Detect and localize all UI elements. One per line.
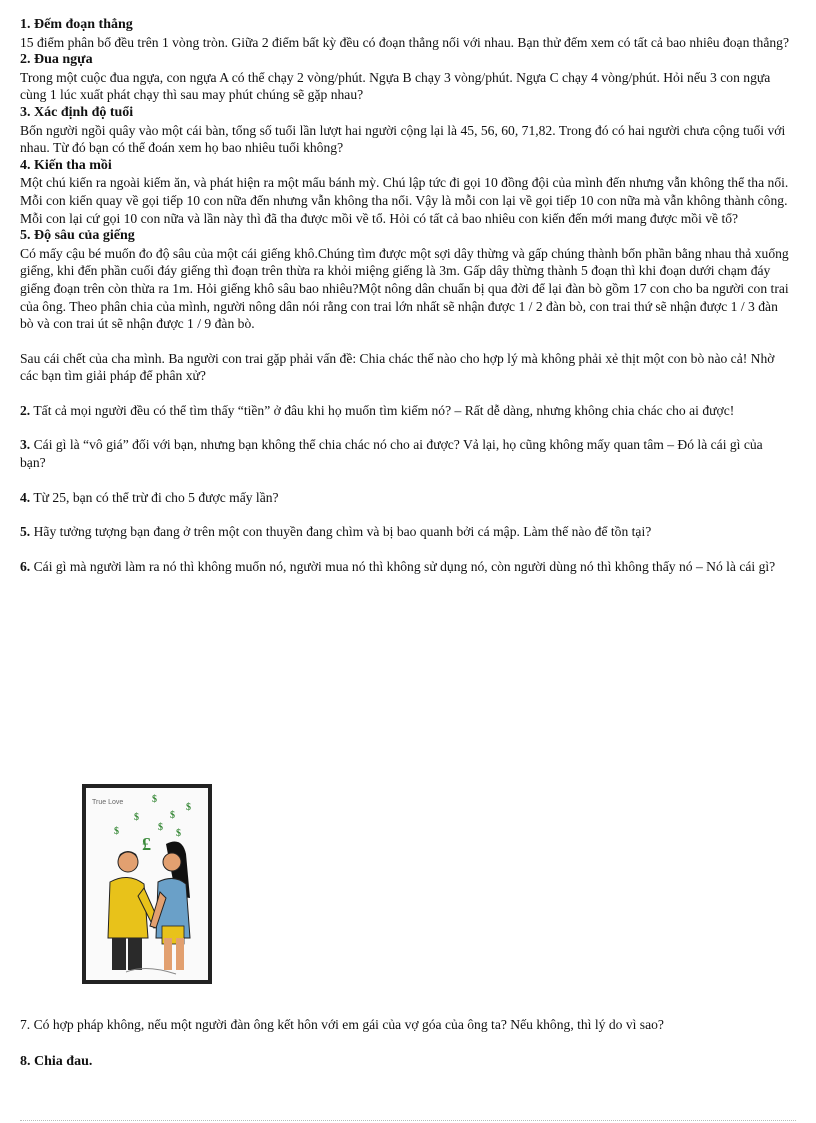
section-body: 15 điểm phân bố đều trên 1 vòng tròn. Giữa 2 điểm bất kỳ đều có đoạn thẳng nối với nhau. Bạn thử đếm xem có tất cả bao nhiêu đoạn thẳng? [20, 34, 790, 50]
question-text: Cái gì mà người làm ra nó thì không muốn nó, người mua nó thì không sử dụng nó, còn người dùng nó thì không thấy nó – Nó là cái gì? [30, 558, 776, 574]
section-title: 4. Kiến tha mồi [20, 157, 112, 173]
section-1 [20, 16, 790, 51]
page-bottom-divider [20, 1120, 796, 1121]
question-5 [20, 523, 790, 541]
section-body: Bốn người ngồi quây vào một cái bàn, tổng số tuổi lần lượt hai người cộng lại là 45, 56, 60, 71,82. Trong đó có hai người chưa cộng tuổi với nhau. Từ đó bạn có thể đoán xem họ bao nhiêu tuổi không? [20, 122, 786, 156]
section-title: 3. Xác định độ tuổi [20, 104, 134, 120]
question-4 [20, 489, 790, 507]
woman-figure-icon [150, 842, 190, 970]
section-body: Có mấy cậu bé muốn đo độ sâu của một cái giếng khô.Chúng tìm được một sợi dây thừng và gấp chúng thành bốn phần bằng nhau thả xuống giếng, khi đến phần cuối đáy giếng thì đoạn trên thừa ra khỏi miệng giếng là 3m. Gấp dây thừng thành 5 đoạn thì khi đoạn dưới chạm đáy giếng đoạn trên còn thừa ra 1m. Hỏi giếng khô sâu bao nhiêu?Một nông dân chuẩn bị qua đời để lại đàn bò gồm 17 con cho ba người con trai của ông. Theo phân chia của mình, người nông dân nói rằng con trai lớn nhất sẽ nhận được 1 / 2 đàn bò, con trai thứ sẽ nhận được 1 / 3 đàn bò và con trai út sẽ nhận được 1 / 9 đàn bò. [20, 245, 789, 332]
section-3 [20, 104, 790, 157]
man-figure-icon [108, 851, 160, 970]
true-love-illustration [82, 784, 212, 984]
question-text: Tất cả mọi người đều có thể tìm thấy “tiền” ở đâu khi họ muốn tìm kiếm nó? – Rất dễ dàng, nhưng không chia chác cho ai được! [30, 402, 735, 418]
section-5 [20, 227, 790, 333]
section-body: Một chú kiến ra ngoài kiếm ăn, và phát hiện ra một mẩu bánh mỳ. Chú lập tức đi gọi 10 đồng đội của mình đến nhưng vẫn không thể tha nổi. Mỗi con kiến quay về gọi tiếp 10 con nữa đến nhưng vẫn không tha nổi. Vậy là mỗi con lại về gọi tiếp 10 con nữa mà vẫn không thành công. Mỗi con lại cứ gọi 10 con nữa và lần này thì đã tha được mồi về tổ. Hỏi có tất cả bao nhiêu con kiến đến mới mang được mồi về tổ? [20, 175, 789, 226]
svg-text:$: $ [152, 794, 157, 805]
svg-text:$: $ [170, 810, 175, 821]
illustration-caption: True Love [92, 799, 124, 806]
section-title: 1. Đếm đoạn thẳng [20, 17, 133, 32]
section-2 [20, 51, 790, 104]
svg-text:$: $ [186, 802, 191, 813]
svg-text:$: $ [158, 822, 163, 833]
section-title: 5. Độ sâu của giếng [20, 228, 135, 244]
couple-illustration-image [86, 788, 208, 980]
svg-text:$: $ [176, 828, 181, 839]
question-number: 4. [20, 489, 31, 505]
svg-text:£: £ [142, 834, 151, 854]
svg-text:$: $ [114, 826, 119, 837]
question-text: Cái gì là “vô giá” đối với bạn, nhưng bạn không thể chia chác nó cho ai được? Vả lại, họ cũng không mấy quan tâm – Đó là cái gì của bạn? [20, 437, 763, 471]
question-text: Từ 25, bạn có thể trừ đi cho 5 được mấy lần? [30, 489, 279, 505]
document-body [20, 16, 790, 575]
question-number: 5. [20, 524, 31, 540]
question-number: 3. [20, 437, 31, 453]
section-4 [20, 157, 790, 227]
question-8: 8. Chia đau. [20, 1054, 93, 1069]
question-text: Hãy tưởng tượng bạn đang ở trên một con thuyền đang chìm và bị bao quanh bởi cá mập. Làm thế nào để tồn tại? [30, 524, 652, 540]
svg-text:$: $ [134, 812, 139, 823]
question-2 [20, 402, 790, 420]
section-body: Trong một cuộc đua ngựa, con ngựa A có thể chạy 2 vòng/phút. Ngựa B chạy 3 vòng/phút. Ngựa C chạy 4 vòng/phút. Hỏi nếu 3 con ngựa cùng 1 lúc xuất phát chạy thì sau may phút chúng sẽ gặp nhau? [20, 69, 771, 103]
question-number: 2. [20, 402, 31, 418]
question-number: 6. [20, 558, 31, 574]
question-6 [20, 558, 790, 576]
question-7: 7. Có hợp pháp không, nếu một người đàn ông kết hôn với em gái của vợ góa của ông ta? Nếu không, thì lý do vì sao? [20, 1017, 664, 1032]
paragraph-cows: Sau cái chết của cha mình. Ba người con trai gặp phải vấn đề: Chia chác thế nào cho hợp lý mà không phải xẻ thịt một con bò nào cả! Nhờ các bạn tìm giải pháp để phân xử? [20, 350, 775, 384]
section-title: 2. Đua ngựa [20, 52, 93, 68]
question-3 [20, 436, 790, 471]
